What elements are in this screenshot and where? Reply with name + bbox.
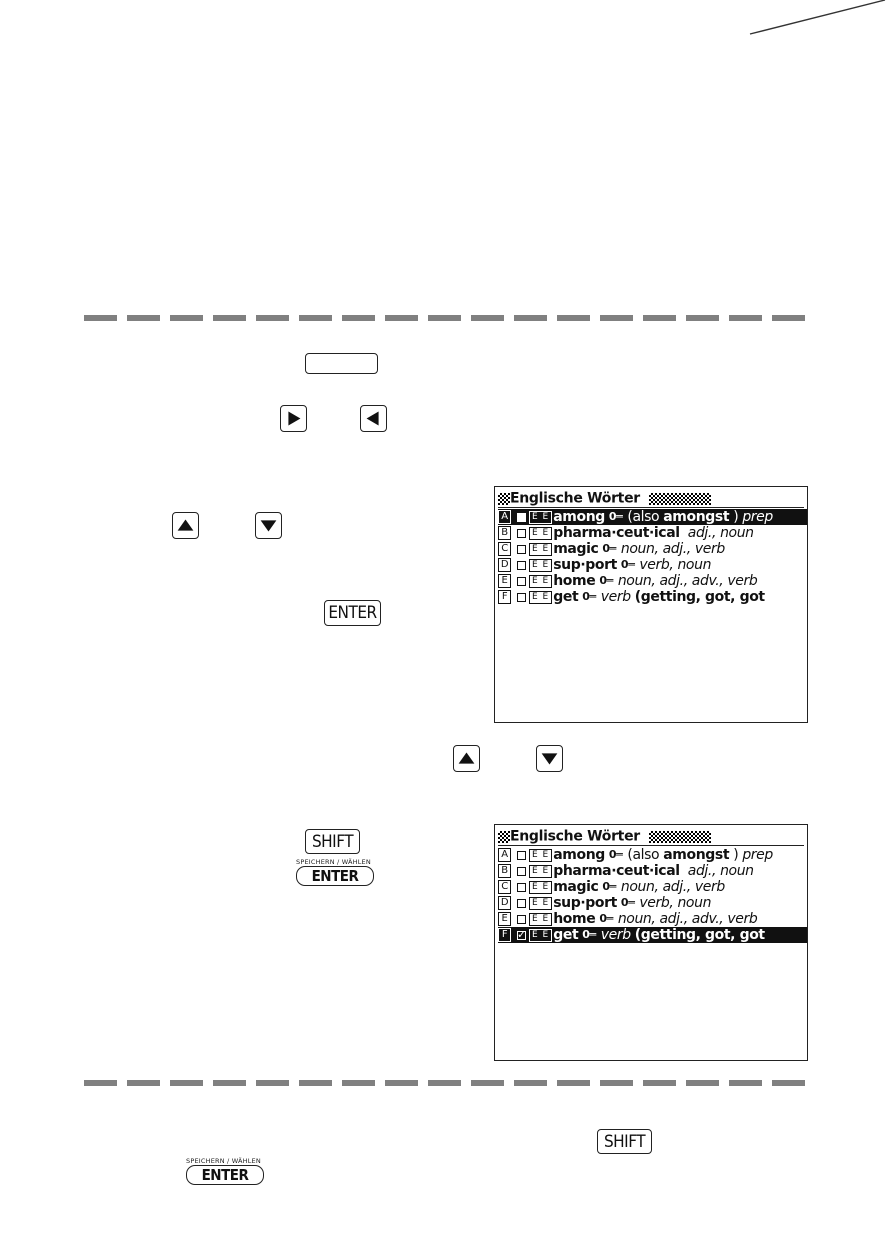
- screen-title: Englische Wörter: [510, 490, 640, 507]
- key-icon: 0═: [599, 574, 613, 587]
- part-of-speech: verb, noun: [639, 557, 712, 573]
- part-of-speech: noun, adj., adv., verb: [617, 573, 758, 589]
- row-letter: F: [498, 928, 511, 942]
- key-icon-label: 0: [599, 574, 607, 587]
- down-triangle-icon: [256, 513, 281, 538]
- key-icon-label: 0: [608, 848, 617, 861]
- row-letter: C: [498, 880, 511, 894]
- dictionary-screen-2: [494, 824, 808, 1061]
- section-divider-bottom: [84, 1080, 808, 1086]
- checkbox[interactable]: [517, 529, 526, 538]
- dictionary-tag: E E: [529, 511, 552, 524]
- checkbox[interactable]: [517, 545, 526, 554]
- list-item[interactable]: [498, 573, 807, 589]
- key-icon: 0═: [602, 880, 616, 893]
- headword: sup·port: [553, 895, 617, 911]
- shift-key[interactable]: SHIFT: [597, 1129, 652, 1154]
- enter-caption: SPEICHERN / WÄHLEN: [296, 858, 371, 866]
- headword: home: [553, 573, 596, 589]
- checkbox[interactable]: [517, 561, 526, 570]
- inflection: (getting, got, got: [634, 589, 765, 605]
- key-icon-label: 0: [602, 542, 610, 555]
- section-divider-top: [84, 315, 808, 321]
- dictionary-tag: E E: [529, 913, 552, 926]
- checkbox[interactable]: [517, 883, 526, 892]
- dictionary-tag: E E: [529, 881, 552, 894]
- right-key[interactable]: [280, 405, 307, 432]
- headword: home: [553, 911, 596, 927]
- checkbox[interactable]: [517, 577, 526, 586]
- row-letter: D: [498, 558, 511, 572]
- list-item[interactable]: [498, 895, 807, 911]
- key-icon: 0═: [599, 912, 613, 925]
- list-item[interactable]: [498, 879, 807, 895]
- dictionary-tag: E E: [529, 849, 552, 862]
- down-key[interactable]: [536, 745, 563, 772]
- list-item[interactable]: [498, 509, 807, 525]
- key-icon: 0═: [608, 848, 623, 861]
- headword: pharma·ceut·ical: [553, 525, 680, 541]
- row-letter: B: [498, 526, 511, 540]
- key-icon-label: 0: [608, 510, 617, 523]
- list-item[interactable]: [498, 589, 807, 605]
- dictionary-screen-1: [494, 486, 808, 723]
- row-letter: F: [498, 590, 511, 604]
- checkbox[interactable]: [517, 593, 526, 602]
- up-triangle-icon: [173, 513, 198, 538]
- row-letter: A: [498, 848, 511, 862]
- entry-list: [498, 509, 807, 605]
- entry-variant: amongst: [663, 509, 730, 525]
- dictionary-tag: E E: [529, 865, 552, 878]
- headword: magic: [553, 541, 599, 557]
- key-icon: 0═: [608, 510, 623, 523]
- dictionary-tag: E E: [529, 543, 552, 556]
- part-of-speech: verb, noun: [639, 895, 712, 911]
- down-triangle-icon: [537, 746, 562, 771]
- row-letter: E: [498, 912, 511, 926]
- enter-caption: SPEICHERN / WÄHLEN: [186, 1157, 261, 1165]
- list-item[interactable]: [498, 911, 807, 927]
- row-letter: E: [498, 574, 511, 588]
- key-icon-label: 0: [620, 896, 629, 909]
- inflection: (getting, got, got: [634, 927, 765, 943]
- left-triangle-icon: [361, 406, 386, 431]
- shift-key[interactable]: SHIFT: [305, 829, 360, 854]
- dictionary-tag: E E: [529, 559, 552, 572]
- list-item[interactable]: [498, 927, 807, 943]
- part-of-speech: noun, adj., adv., verb: [617, 911, 758, 927]
- checkbox[interactable]: [517, 931, 526, 940]
- entry-variant: amongst: [663, 847, 730, 863]
- part-of-speech: prep: [742, 509, 773, 525]
- blank-key[interactable]: [305, 353, 378, 374]
- list-item[interactable]: [498, 557, 807, 573]
- headword: among: [553, 847, 605, 863]
- key-icon-label: 0: [602, 880, 610, 893]
- up-key[interactable]: [172, 512, 199, 539]
- dictionary-tag: E E: [529, 527, 552, 540]
- enter-key[interactable]: ENTER: [324, 600, 381, 626]
- down-key[interactable]: [255, 512, 282, 539]
- pattern-icon: [498, 831, 510, 843]
- key-icon: 0═: [582, 590, 596, 603]
- headword: get: [553, 927, 579, 943]
- entry-text: ): [733, 847, 739, 863]
- headword: get: [553, 589, 579, 605]
- key-icon-label: 0: [582, 928, 590, 941]
- enter-key[interactable]: ENTER: [186, 1165, 264, 1185]
- key-icon: 0═: [620, 896, 635, 909]
- key-icon-label: 0: [620, 558, 629, 571]
- entry-text: (also: [627, 509, 660, 525]
- entry-list: [498, 847, 807, 943]
- row-letter: D: [498, 896, 511, 910]
- headword: sup·port: [553, 557, 617, 573]
- dictionary-tag: E E: [529, 897, 552, 910]
- list-item[interactable]: [498, 863, 807, 879]
- corner-decoration: [740, 0, 890, 40]
- checkbox[interactable]: [517, 867, 526, 876]
- enter-key[interactable]: ENTER: [296, 866, 374, 886]
- dictionary-tag: E E: [529, 591, 552, 604]
- list-item[interactable]: [498, 525, 807, 541]
- screen-title: Englische Wörter: [510, 828, 640, 845]
- key-icon: 0═: [602, 542, 616, 555]
- list-item[interactable]: [498, 847, 807, 863]
- title-divider: [498, 507, 804, 508]
- up-triangle-icon: [454, 746, 479, 771]
- checkbox[interactable]: [517, 915, 526, 924]
- part-of-speech: adj., noun: [687, 863, 754, 879]
- checkbox[interactable]: [517, 899, 526, 908]
- pattern-icon: [498, 493, 510, 505]
- checkbox[interactable]: [517, 513, 526, 522]
- entry-text: (also: [627, 847, 660, 863]
- part-of-speech: verb: [600, 927, 631, 943]
- part-of-speech: prep: [742, 847, 773, 863]
- title-divider: [498, 845, 804, 846]
- left-key[interactable]: [360, 405, 387, 432]
- part-of-speech: noun, adj., verb: [620, 541, 725, 557]
- entry-text: ): [733, 509, 739, 525]
- row-letter: C: [498, 542, 511, 556]
- dictionary-tag: E E: [529, 575, 552, 588]
- list-item[interactable]: [498, 541, 807, 557]
- pattern-icon: [649, 493, 711, 505]
- pattern-icon: [649, 831, 711, 843]
- key-icon-label: 0: [582, 590, 590, 603]
- key-icon: 0═: [620, 558, 635, 571]
- up-key[interactable]: [453, 745, 480, 772]
- checkbox[interactable]: [517, 851, 526, 860]
- part-of-speech: verb: [600, 589, 631, 605]
- screen-title-bar: [498, 488, 804, 508]
- part-of-speech: adj., noun: [687, 525, 754, 541]
- part-of-speech: noun, adj., verb: [620, 879, 725, 895]
- screen-title-bar: [498, 826, 804, 846]
- dictionary-tag: E E: [529, 929, 552, 942]
- key-icon: 0═: [582, 928, 596, 941]
- key-icon-label: 0: [599, 912, 607, 925]
- right-triangle-icon: [281, 406, 306, 431]
- headword: pharma·ceut·ical: [553, 863, 680, 879]
- headword: among: [553, 509, 605, 525]
- row-letter: A: [498, 510, 511, 524]
- headword: magic: [553, 879, 599, 895]
- row-letter: B: [498, 864, 511, 878]
